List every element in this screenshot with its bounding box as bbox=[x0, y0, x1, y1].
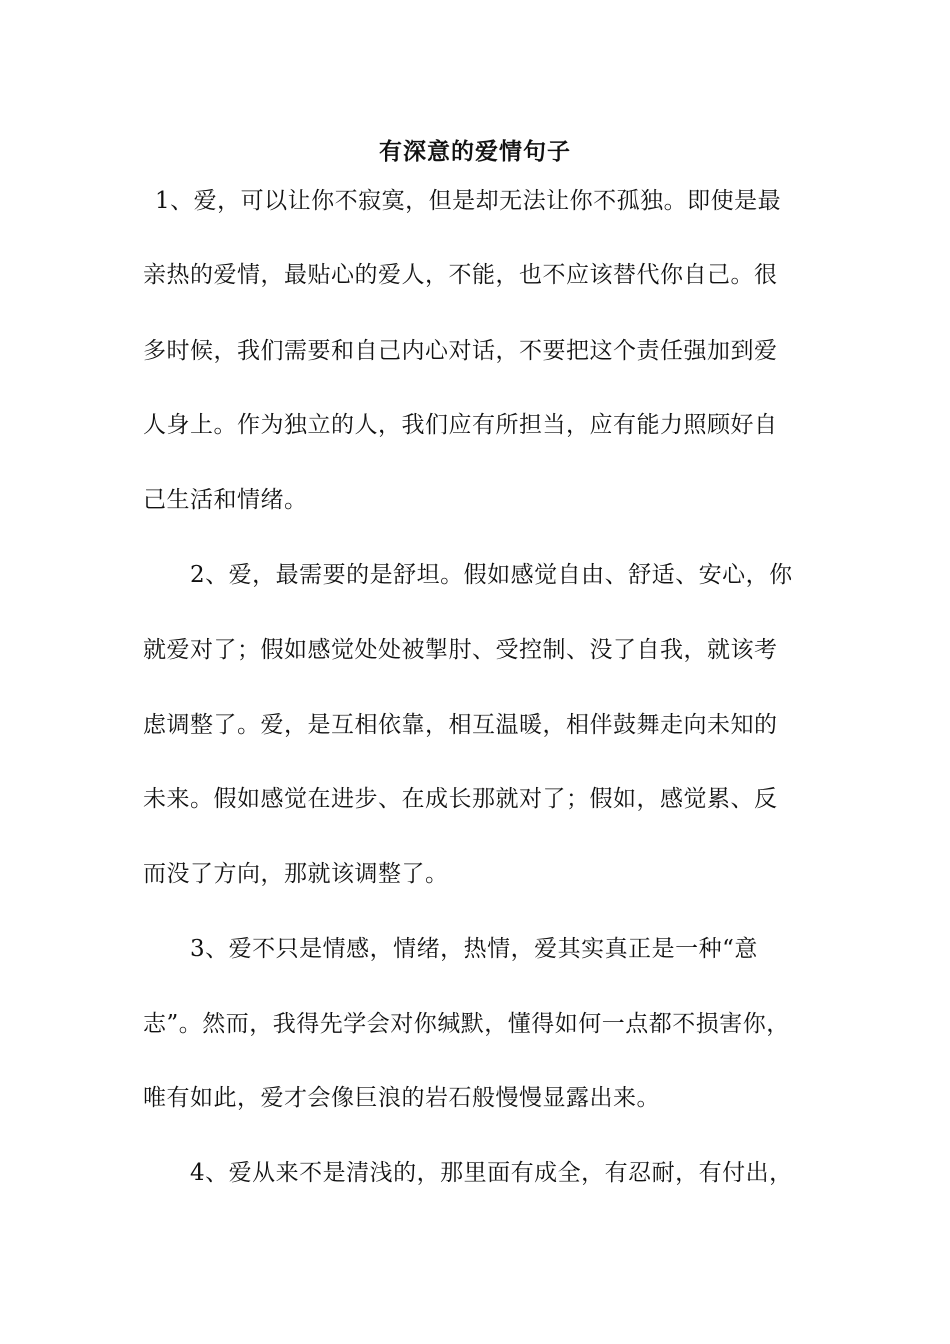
paragraph-3-line-3: 唯有如此，爱才会像巨浪的岩石般慢慢显露出来。 bbox=[143, 1085, 660, 1111]
paragraph-1-line-4: 人身上。作为独立的人，我们应有所担当，应有能力照顾好自 bbox=[143, 412, 778, 438]
document-title: 有深意的爱情句子 bbox=[379, 138, 571, 165]
paragraph-2-line-2: 就爱对了；假如感觉处处被掣肘、受控制、没了自我，就该考 bbox=[143, 637, 778, 663]
paragraph-2-line-3: 虑调整了。爱，是互相依靠，相互温暖，相伴鼓舞走向未知的 bbox=[143, 712, 778, 738]
paragraph-3-line-1: 3、爱不只是情感，情绪，热情，爱其实真正是一种“意 bbox=[190, 936, 758, 962]
paragraph-2-line-4: 未来。假如感觉在进步、在成长那就对了；假如，感觉累、反 bbox=[143, 786, 778, 812]
paragraph-1-line-3: 多时候，我们需要和自己内心对话，不要把这个责任强加到爱 bbox=[143, 338, 778, 364]
paragraph-4-line-1: 4、爱从来不是清浅的，那里面有成全，有忍耐，有付出， bbox=[190, 1160, 793, 1186]
paragraph-2-line-1: 2、爱，最需要的是舒坦。假如感觉自由、舒适、安心，你 bbox=[190, 562, 793, 588]
paragraph-1-line-2: 亲热的爱情，最贴心的爱人，不能，也不应该替代你自己。很 bbox=[143, 262, 778, 288]
paragraph-2-line-5: 而没了方向，那就该调整了。 bbox=[143, 861, 449, 887]
paragraph-3-line-2: 志”。然而，我得先学会对你缄默，懂得如何一点都不损害你， bbox=[143, 1011, 790, 1037]
paragraph-1-line-1: 1、爱，可以让你不寂寞，但是却无法让你不孤独。即使是最 bbox=[155, 188, 782, 214]
paragraph-1-line-5: 己生活和情绪。 bbox=[143, 487, 308, 513]
